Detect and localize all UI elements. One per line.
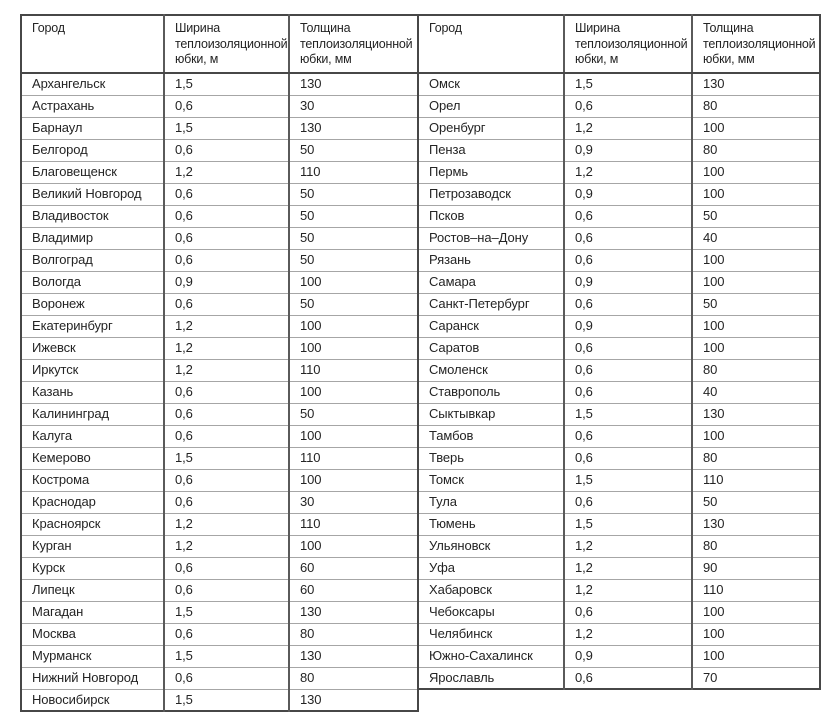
thickness-cell: 100: [692, 601, 820, 623]
thickness-cell: 110: [692, 469, 820, 491]
thickness-cell: 130: [289, 601, 418, 623]
city-cell: Тамбов: [418, 425, 564, 447]
table-row: [21, 293, 418, 315]
thickness-cell: 50: [289, 293, 418, 315]
table-row: [21, 469, 418, 491]
width-cell: 1,5: [564, 469, 692, 491]
width-cell: 0,6: [164, 623, 289, 645]
width-cell: 1,5: [164, 601, 289, 623]
table-row: [418, 95, 820, 117]
width-cell: 0,6: [564, 447, 692, 469]
thickness-cell: 100: [692, 623, 820, 645]
thickness-cell: 50: [692, 205, 820, 227]
thickness-cell: 100: [692, 425, 820, 447]
table-row: [21, 315, 418, 337]
table-row: [21, 513, 418, 535]
width-cell: 0,6: [164, 381, 289, 403]
table-header-right: [418, 15, 820, 73]
city-cell: Нижний Новгород: [21, 667, 164, 689]
thickness-cell: 110: [289, 513, 418, 535]
table-row: [21, 271, 418, 293]
width-cell: 0,6: [564, 359, 692, 381]
city-cell: Ростов–на–Дону: [418, 227, 564, 249]
width-cell: 0,6: [164, 95, 289, 117]
thickness-cell: 80: [289, 623, 418, 645]
city-cell: Кострома: [21, 469, 164, 491]
width-cell: 1,2: [164, 535, 289, 557]
column-header-width: Ширина теплоизоляционной юбки, м: [164, 15, 289, 73]
width-cell: 1,2: [164, 161, 289, 183]
thickness-cell: 100: [289, 425, 418, 447]
city-cell: Ставрополь: [418, 381, 564, 403]
thickness-cell: 50: [289, 139, 418, 161]
city-cell: Калуга: [21, 425, 164, 447]
column-header-width: Ширина теплоизоляционной юбки, м: [564, 15, 692, 73]
city-cell: Екатеринбург: [21, 315, 164, 337]
table-row: [21, 689, 418, 711]
table-row: [418, 139, 820, 161]
table-row: [418, 227, 820, 249]
city-cell: Мурманск: [21, 645, 164, 667]
width-cell: 1,5: [564, 513, 692, 535]
width-cell: 0,6: [564, 337, 692, 359]
thickness-cell: 80: [692, 95, 820, 117]
width-cell: 0,6: [564, 293, 692, 315]
width-cell: 0,6: [564, 381, 692, 403]
city-cell: Томск: [418, 469, 564, 491]
width-cell: 0,6: [564, 601, 692, 623]
city-cell: Санкт-Петербург: [418, 293, 564, 315]
table-row: [418, 403, 820, 425]
thickness-cell: 110: [692, 579, 820, 601]
width-cell: 0,6: [564, 227, 692, 249]
insulation-table-left: [20, 14, 419, 712]
city-cell: Саранск: [418, 315, 564, 337]
width-cell: 0,9: [564, 183, 692, 205]
insulation-skirt-tables: [20, 14, 821, 712]
width-cell: 0,9: [564, 315, 692, 337]
width-cell: 0,6: [564, 249, 692, 271]
city-cell: Ульяновск: [418, 535, 564, 557]
width-cell: 0,6: [164, 139, 289, 161]
table-body-right: [418, 73, 820, 689]
thickness-cell: 100: [289, 337, 418, 359]
width-cell: 0,6: [564, 425, 692, 447]
city-cell: Омск: [429, 76, 460, 92]
city-cell: Южно-Сахалинск: [418, 645, 564, 667]
table-row: [21, 535, 418, 557]
city-cell: Тверь: [418, 447, 564, 469]
table-row: [418, 645, 820, 667]
table-row: [21, 95, 418, 117]
table-row: [418, 293, 820, 315]
width-cell: 0,6: [164, 183, 289, 205]
column-header-city: Город: [21, 15, 164, 73]
city-cell: Пенза: [418, 139, 564, 161]
city-cell: Ярославль: [418, 667, 564, 689]
thickness-cell: 80: [692, 535, 820, 557]
thickness-cell: 130: [289, 689, 418, 711]
city-cell: Липецк: [21, 579, 164, 601]
thickness-cell: 80: [289, 667, 418, 689]
table-row: [21, 139, 418, 161]
width-cell: 0,6: [564, 491, 692, 513]
column-header-thickness: Толщина теплоизоляционной юбки, мм: [692, 15, 820, 73]
table-row: [21, 623, 418, 645]
table-row: [418, 557, 820, 579]
thickness-cell: 130: [692, 403, 820, 425]
city-cell: Кемерово: [21, 447, 164, 469]
thickness-cell: 50: [289, 205, 418, 227]
city-cell: Оренбург: [418, 117, 564, 139]
table-row: [418, 117, 820, 139]
table-row: [21, 579, 418, 601]
thickness-cell: 50: [692, 491, 820, 513]
width-cell: 1,2: [164, 315, 289, 337]
table-row: [418, 205, 820, 227]
thickness-cell: 100: [692, 161, 820, 183]
table-row: [418, 161, 820, 183]
city-cell: Челябинск: [418, 623, 564, 645]
city-cell: Самара: [418, 271, 564, 293]
thickness-cell: 100: [692, 183, 820, 205]
table-row: [418, 513, 820, 535]
width-cell: 0,6: [564, 95, 692, 117]
city-cell: Орел: [418, 95, 564, 117]
thickness-cell: 30: [289, 491, 418, 513]
width-cell: 1,2: [564, 557, 692, 579]
width-cell: 0,6: [164, 227, 289, 249]
city-cell: Рязань: [418, 249, 564, 271]
thickness-cell: 110: [289, 359, 418, 381]
thickness-cell: 80: [692, 447, 820, 469]
thickness-cell: 130: [289, 73, 418, 95]
thickness-cell: 50: [289, 403, 418, 425]
width-cell: 1,5: [564, 73, 692, 95]
city-cell: Тюмень: [418, 513, 564, 535]
city-cell: Новосибирск: [21, 689, 164, 711]
width-cell: 0,9: [164, 271, 289, 293]
thickness-cell: 100: [692, 337, 820, 359]
city-cell: Курган: [21, 535, 164, 557]
table-row: [418, 359, 820, 381]
width-cell: 0,6: [164, 491, 289, 513]
table-row: [21, 183, 418, 205]
width-cell: 0,6: [164, 205, 289, 227]
width-cell: 1,2: [564, 535, 692, 557]
width-cell: 1,2: [564, 161, 692, 183]
width-cell: 0,9: [564, 645, 692, 667]
table-row: [418, 535, 820, 557]
city-cell: Вологда: [21, 271, 164, 293]
table-row: [21, 601, 418, 623]
table-row: [21, 491, 418, 513]
table-row: [418, 315, 820, 337]
thickness-cell: 130: [692, 513, 820, 535]
width-cell: 0,6: [164, 579, 289, 601]
width-cell: 1,2: [564, 117, 692, 139]
thickness-cell: 50: [289, 183, 418, 205]
city-cell: Курск: [21, 557, 164, 579]
city-cell: Благовещенск: [21, 161, 164, 183]
city-cell: Саратов: [418, 337, 564, 359]
city-cell: Волгоград: [21, 249, 164, 271]
table-row: [21, 161, 418, 183]
width-cell: 0,6: [164, 469, 289, 491]
thickness-cell: 130: [289, 117, 418, 139]
table-row: [418, 271, 820, 293]
width-cell: 1,5: [164, 645, 289, 667]
thickness-cell: 80: [692, 139, 820, 161]
table-row: [21, 447, 418, 469]
city-cell: Иркутск: [21, 359, 164, 381]
thickness-cell: 80: [692, 359, 820, 381]
thickness-cell: 100: [692, 117, 820, 139]
table-row: [418, 579, 820, 601]
width-cell: 0,6: [164, 667, 289, 689]
table-row: [21, 381, 418, 403]
table-row: [418, 447, 820, 469]
city-cell: Сыктывкар: [418, 403, 564, 425]
table-row: [418, 381, 820, 403]
city-cell: Тула: [418, 491, 564, 513]
width-cell: 1,2: [164, 337, 289, 359]
city-cell: Воронеж: [21, 293, 164, 315]
thickness-cell: 60: [289, 579, 418, 601]
thickness-cell: 100: [289, 469, 418, 491]
table-row: [21, 205, 418, 227]
table-row: [418, 667, 820, 689]
city-cell: Псков: [418, 205, 564, 227]
table-row: [418, 249, 820, 271]
city-cell: Петрозаводск: [418, 183, 564, 205]
city-cell: Чебоксары: [418, 601, 564, 623]
width-cell: 0,6: [564, 205, 692, 227]
city-cell: Краснодар: [21, 491, 164, 513]
column-header-city: Город: [418, 15, 564, 73]
thickness-cell: 100: [692, 249, 820, 271]
table-row: [418, 73, 820, 95]
width-cell: 1,2: [164, 513, 289, 535]
table-row: [418, 623, 820, 645]
thickness-cell: 110: [289, 447, 418, 469]
city-cell: Смоленск: [418, 359, 564, 381]
thickness-cell: 50: [289, 249, 418, 271]
column-header-thickness: Толщина теплоизоляционной юбки, мм: [289, 15, 418, 73]
table-row: [418, 425, 820, 447]
thickness-cell: 50: [289, 227, 418, 249]
thickness-cell: 100: [692, 315, 820, 337]
table-row: [21, 403, 418, 425]
table-row: [21, 359, 418, 381]
width-cell: 0,9: [564, 139, 692, 161]
table-row: [21, 645, 418, 667]
width-cell: 0,6: [164, 293, 289, 315]
city-cell: Калининград: [21, 403, 164, 425]
thickness-cell: 130: [692, 73, 820, 95]
city-cell: Уфа: [418, 557, 564, 579]
city-cell: Барнаул: [21, 117, 164, 139]
table-row: [418, 183, 820, 205]
thickness-cell: 70: [692, 667, 820, 689]
thickness-cell: 100: [289, 271, 418, 293]
insulation-table-right: [417, 14, 821, 690]
width-cell: 0,6: [164, 403, 289, 425]
thickness-cell: 30: [289, 95, 418, 117]
table-row: [21, 337, 418, 359]
thickness-cell: 90: [692, 557, 820, 579]
table-row: [21, 425, 418, 447]
table-body-left: [21, 73, 418, 711]
thickness-cell: 100: [692, 271, 820, 293]
width-cell: 1,2: [564, 579, 692, 601]
thickness-cell: 100: [289, 315, 418, 337]
city-cell: Ижевск: [21, 337, 164, 359]
table-row: [21, 117, 418, 139]
table-row: [418, 601, 820, 623]
thickness-cell: 40: [692, 381, 820, 403]
city-cell: Красноярск: [21, 513, 164, 535]
city-cell: Архангельск: [32, 76, 106, 92]
width-cell: 1,5: [164, 73, 289, 95]
table-row: [21, 249, 418, 271]
width-cell: 0,6: [164, 557, 289, 579]
width-cell: 0,6: [164, 249, 289, 271]
table-row: [21, 667, 418, 689]
city-cell: Казань: [21, 381, 164, 403]
width-cell: 1,5: [164, 447, 289, 469]
city-cell: Великий Новгород: [21, 183, 164, 205]
thickness-cell: 110: [289, 161, 418, 183]
thickness-cell: 130: [289, 645, 418, 667]
table-header-left: [21, 15, 418, 73]
thickness-cell: 40: [692, 227, 820, 249]
table-row: [21, 73, 418, 95]
city-cell: Пермь: [418, 161, 564, 183]
city-cell: Белгород: [21, 139, 164, 161]
table-row: [21, 557, 418, 579]
width-cell: 1,5: [164, 117, 289, 139]
city-cell: Владимир: [21, 227, 164, 249]
width-cell: 1,2: [164, 359, 289, 381]
width-cell: 0,9: [564, 271, 692, 293]
thickness-cell: 60: [289, 557, 418, 579]
city-cell: Хабаровск: [418, 579, 564, 601]
thickness-cell: 100: [289, 535, 418, 557]
width-cell: 0,6: [564, 667, 692, 689]
thickness-cell: 50: [692, 293, 820, 315]
city-cell: Владивосток: [21, 205, 164, 227]
width-cell: 0,6: [164, 425, 289, 447]
table-row: [418, 337, 820, 359]
city-cell: Москва: [21, 623, 164, 645]
table-row: [418, 491, 820, 513]
width-cell: 1,2: [564, 623, 692, 645]
city-cell: Астрахань: [21, 95, 164, 117]
city-cell: Магадан: [21, 601, 164, 623]
width-cell: 1,5: [164, 689, 289, 711]
table-row: [418, 469, 820, 491]
thickness-cell: 100: [289, 381, 418, 403]
table-row: [21, 227, 418, 249]
width-cell: 1,5: [564, 403, 692, 425]
thickness-cell: 100: [692, 645, 820, 667]
